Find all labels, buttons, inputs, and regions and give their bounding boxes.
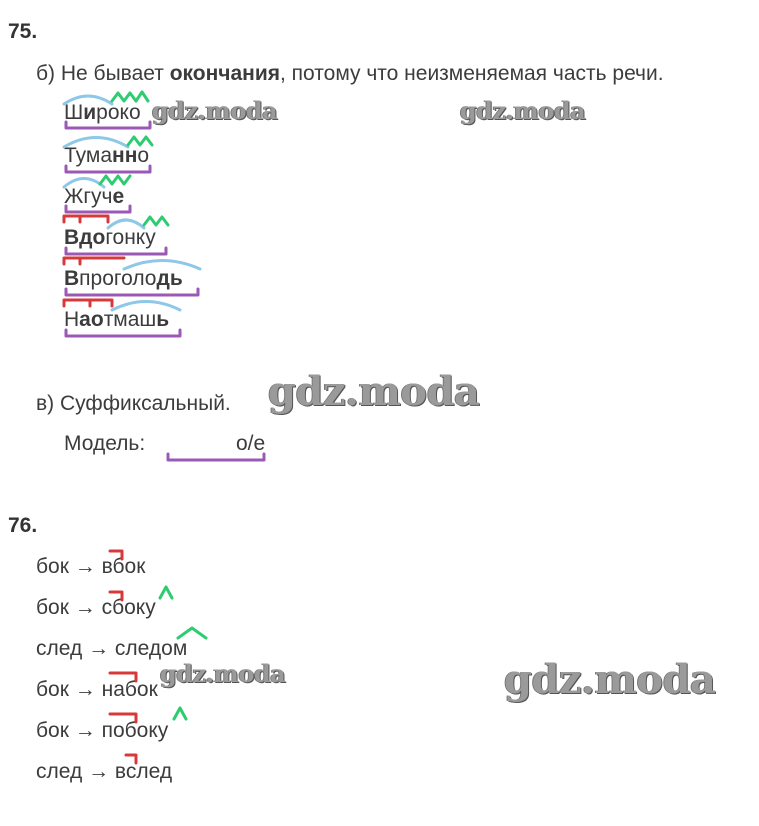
suffix-mark — [174, 708, 186, 719]
prefix-mark — [64, 258, 80, 264]
stem-bracket — [66, 289, 198, 295]
watermark: gdz.moda — [160, 659, 286, 688]
prefix-mark — [110, 714, 136, 722]
suffix-mark — [112, 93, 136, 101]
root-arc — [64, 138, 128, 148]
root-arc — [124, 261, 200, 270]
prefix-mark — [80, 216, 108, 222]
stem-bracket — [66, 330, 180, 336]
prefix-mark — [110, 592, 122, 600]
word-vprogolod: Впроголодь — [64, 267, 183, 290]
prefix-mark — [110, 551, 122, 559]
arrow-icon: → — [74, 678, 96, 701]
answer-b-bold: окончания — [169, 62, 280, 85]
stem-bracket — [66, 248, 166, 254]
suffix-mark — [128, 137, 152, 145]
stem-bracket — [66, 206, 130, 212]
root-arc — [108, 220, 144, 228]
stem-bracket — [66, 166, 150, 172]
watermark: gdz.moda — [268, 368, 480, 415]
watermark: gdz.moda — [460, 96, 586, 125]
row-4: бок → набок — [36, 678, 158, 701]
arrow-icon: → — [88, 760, 110, 783]
suffix-mark — [144, 217, 168, 225]
suffix-mark — [136, 92, 148, 101]
exercise-76-number: 76. — [8, 514, 38, 537]
model-stem-bracket — [168, 454, 264, 460]
arrow-icon: → — [74, 719, 96, 742]
root-arc — [64, 179, 104, 188]
row-6: след → вслед — [36, 760, 173, 783]
row-3: след → следом — [36, 637, 188, 660]
word-shiroko: Широко — [64, 101, 141, 124]
watermark: gdz.moda — [504, 656, 716, 703]
model-label: Модель: — [64, 432, 146, 455]
stem-bracket — [66, 122, 150, 128]
arrow-icon: → — [74, 555, 96, 578]
word-tumanno: Туманно — [64, 144, 150, 167]
arrow-icon: → — [74, 596, 96, 619]
suffix-mark — [100, 176, 130, 184]
prefix-mark — [64, 300, 90, 306]
exercise-75-v-answer: в) Суффиксальный. — [36, 392, 231, 415]
row-1: бок → вбок — [36, 555, 146, 578]
root-arc — [112, 302, 180, 311]
row-2: бок → сбоку — [36, 596, 156, 619]
answer-b-suffix: , потому что неизменяемая часть речи. — [280, 62, 664, 85]
watermark: gdz.moda — [152, 96, 278, 125]
prefix-mark — [64, 216, 80, 222]
model-value: о/е — [236, 432, 266, 455]
root-arc — [64, 96, 112, 104]
suffix-mark — [160, 587, 172, 598]
word-naotmash: Наотмашь — [64, 308, 170, 331]
prefix-mark — [110, 673, 136, 681]
arrow-icon: → — [88, 637, 110, 660]
row-5: бок → побоку — [36, 719, 169, 742]
answer-b-prefix: б) Не бывает — [36, 62, 170, 85]
word-zhguche: Жгуче — [64, 185, 125, 208]
suffix-mark — [178, 628, 206, 638]
exercise-75-number: 75. — [8, 20, 38, 43]
prefix-mark — [126, 755, 136, 763]
word-vdogonku: Вдогонку — [64, 226, 156, 249]
prefix-mark — [90, 300, 112, 306]
